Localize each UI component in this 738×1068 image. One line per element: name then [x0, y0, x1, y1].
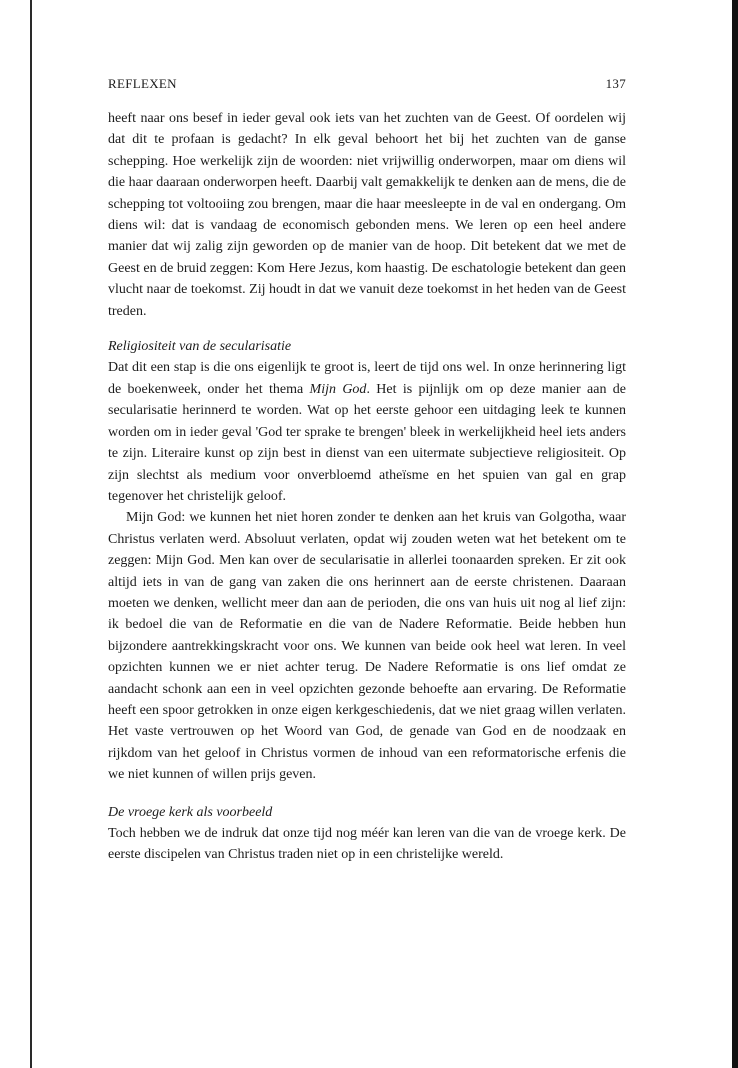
section-heading-vroege-kerk: De vroege kerk als voorbeeld — [108, 804, 273, 820]
scan-edge-right — [732, 0, 738, 1068]
section-gap — [108, 322, 626, 336]
book-page — [108, 74, 626, 866]
book-theme-title: Mijn God — [309, 381, 367, 397]
section-heading-secularisatie: Religiositeit van de secularisatie — [108, 339, 292, 355]
paragraph-3: Mijn God: we kunnen het niet horen zonder te denken aan het kruis van Golgotha, waar Christus verlaten werd. Absoluut verlaten, opdat wij zouden weten wat het betekent om te zeggen: Mijn God. Men kan over de secularisatie in allerlei toonaarden spreken. Er zit ook altijd iets in van de gang van zaken die ons herinnert aan de eerste christenen. Daaraan moeten we denken, wellicht meer dan aan de perioden, die ons van huis uit nog al lief zijn: ik bedoel die van de Reformatie en die van de Nadere Reformatie. Beide hebben hun bijzondere aantrekkingskracht voor ons. We kunnen van beide ook heel wat leren. In veel opzichten kunnen we er niet achter terug. De Nadere Reformatie is ons lief omdat ze aandacht schonk aan een in veel opzichten gezonde behoefte aan ervaring. De Reformatie heeft een spoor getrokken in onze eigen kerkgeschiedenis, dat we niet graag willen verlaten. Het vaste vertrouwen op het Woord van God, de genade van God en de noodzaak en rijkdom van het geloof in Christus vormen de inhoud van een reformatorische erfenis die we niet kunnen of willen prijs geven. — [108, 510, 626, 783]
paragraph-1: heeft naar ons besef in ieder geval ook iets van het zuchten van de Geest. Of oordelen wij dat dit te profaan is gedacht? In elk geval behoort het bij het zuchten van de ganse schepping. Hoe werkelijk zijn de woorden: niet vrijwillig onderworpen, maar om diens wil die haar daaraan onderworpen heeft. Daarbij valt gemakkelijk te denken aan de mens, die de schepping tot voltooiing zou brengen, maar die haar meesleepte in de val en ondergang. Om diens wil: dat is vandaag de economisch gebonden mens. We leren op een heel andere manier dat wij zalig zijn geworden op de manier van de hoop. Dit betekent dat we met de Geest en de bruid zeggen: Kom Here Jezus, kom haastig. De eschatologie betekent dan geen vlucht naar de toekomst. Zij houdt in dat we vanuit deze toekomst in het heden van de Geest treden. — [108, 111, 626, 319]
paragraph-4: Toch hebben we de indruk dat onze tijd nog méér kan leren van die van de vroege kerk. De eerste discipelen van Christus traden niet op in een christelijke wereld. — [108, 826, 626, 863]
section-gap — [108, 786, 626, 802]
paragraph-2-end: . Het is pijnlijk om op deze manier aan de secularisatie herinnerd te worden. Wat op het eerste gehoor een uitdaging leek te kunnen worden om in ieder geval 'God ter sprake te brengen' bleek in werkelijkheid heel iets anders te zijn. Literaire kunst op zijn best in dienst van een uitermate subjectieve religiositeit. Op zijn slechtst als medium voor onverbloemd atheïsme en het spuien van gal en grap tegenover het christelijk geloof. — [108, 381, 626, 504]
running-title: REFLEXEN — [108, 76, 177, 91]
running-header — [108, 74, 626, 94]
paragraph-2 — [108, 357, 626, 507]
page-number: 137 — [605, 76, 626, 91]
scan-edge-left — [30, 0, 32, 1068]
paragraph-2-start: Dat dit een stap is die ons eigenlijk te groot is, leert de tijd ons wel. In onze herinnering ligt de boekenweek, onder het thema — [108, 360, 626, 397]
body-text — [108, 108, 626, 866]
